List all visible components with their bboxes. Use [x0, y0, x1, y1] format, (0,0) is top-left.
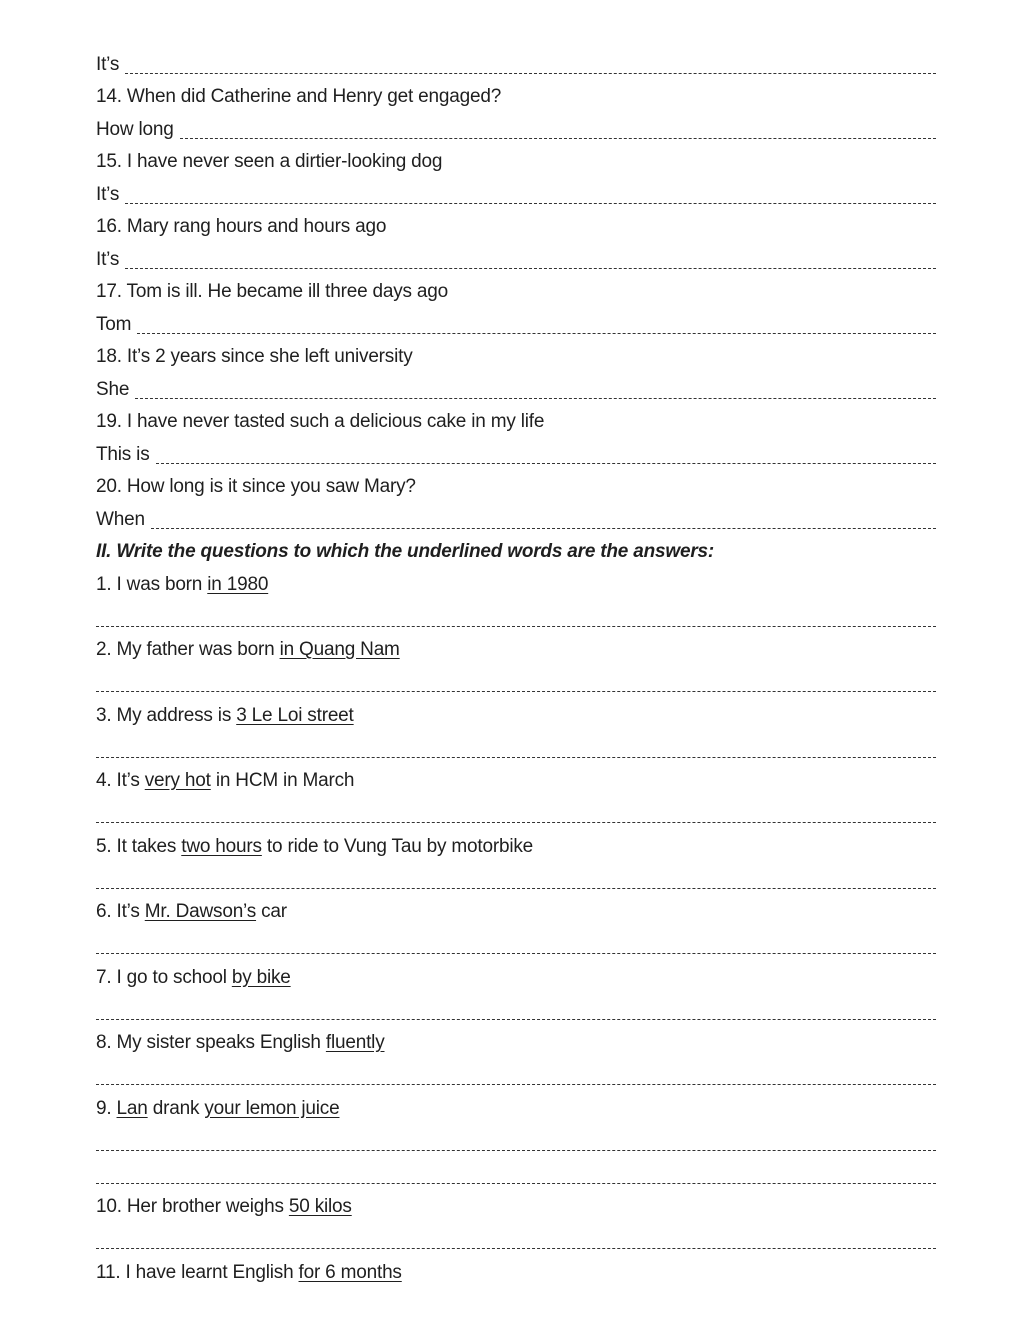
blank-answer-line — [96, 1221, 936, 1254]
answer-line — [96, 46, 936, 79]
question-line — [96, 274, 936, 307]
question-fragment: to ride to Vung Tau by motorbike — [261, 835, 534, 857]
answer-blank[interactable] — [96, 1149, 936, 1151]
blank-answer-line — [96, 861, 936, 894]
question-text — [96, 574, 268, 599]
blank-answer-line — [96, 664, 936, 697]
question-text — [96, 281, 448, 306]
answer-blank[interactable] — [96, 690, 936, 692]
answer-blank[interactable] — [96, 1182, 936, 1184]
part2-heading — [96, 534, 936, 567]
question-text — [96, 1032, 385, 1057]
underlined-answer: Mr. Dawson’s — [144, 901, 257, 922]
answer-blank[interactable] — [96, 1083, 936, 1085]
question-fragment: 6. It’s — [96, 901, 145, 922]
question-line — [96, 469, 936, 502]
answer-line — [96, 501, 936, 534]
question-line — [96, 144, 936, 177]
question-fragment: 19. I have never tasted such a delicious cake in my life — [96, 411, 545, 432]
underlined-answer: fluently — [325, 1032, 385, 1053]
question-line — [96, 79, 936, 112]
answer-prefix: She — [96, 378, 130, 400]
answer-line — [96, 371, 936, 404]
question-text — [96, 1262, 402, 1287]
answer-blank[interactable] — [125, 72, 936, 74]
part2-exercises — [96, 566, 936, 1287]
question-fragment: 20. How long is it since you saw Mary? — [96, 476, 416, 497]
question-text — [96, 346, 413, 371]
answer-blank[interactable] — [96, 1247, 936, 1249]
answer-line — [96, 111, 936, 144]
question-fragment: drank — [147, 1097, 205, 1119]
part1-exercises — [96, 46, 936, 534]
question-line — [96, 894, 936, 927]
question-fragment: 7. I go to school — [96, 966, 232, 988]
answer-blank[interactable] — [96, 821, 936, 823]
question-fragment: 5. It takes — [96, 835, 182, 857]
question-fragment: in HCM in March — [210, 770, 355, 791]
answer-blank[interactable] — [125, 267, 936, 269]
blank-answer-line — [96, 1156, 936, 1189]
answer-blank[interactable] — [151, 527, 936, 529]
question-line — [96, 566, 936, 599]
answer-blank[interactable] — [125, 202, 936, 204]
question-fragment: 1. I was born — [96, 573, 208, 595]
question-fragment: 9. — [96, 1097, 117, 1119]
answer-blank[interactable] — [137, 332, 936, 334]
answer-prefix: It’s — [96, 53, 120, 75]
question-fragment: 16. Mary rang hours and hours ago — [96, 216, 387, 237]
question-text — [96, 216, 386, 241]
answer-blank[interactable] — [96, 887, 936, 889]
question-line — [96, 1254, 936, 1287]
question-text — [96, 639, 400, 664]
question-line — [96, 697, 936, 730]
question-line — [96, 404, 936, 437]
question-line — [96, 209, 936, 242]
underlined-answer: by bike — [231, 966, 291, 988]
question-fragment: 11. I have learnt English — [96, 1261, 299, 1283]
answer-line — [96, 176, 936, 209]
question-fragment: 14. When did Catherine and Henry get engaged? — [96, 86, 502, 107]
answer-line — [96, 306, 936, 339]
underlined-answer: in 1980 — [207, 573, 269, 595]
answer-blank[interactable] — [96, 952, 936, 954]
blank-answer-line — [96, 926, 936, 959]
question-fragment: 18. It’s 2 years since she left university — [96, 346, 413, 367]
answer-blank[interactable] — [96, 1018, 936, 1020]
question-text — [96, 770, 354, 795]
underlined-answer: 3 Le Loi street — [236, 704, 354, 726]
question-text — [96, 836, 533, 861]
question-line — [96, 632, 936, 665]
underlined-answer: your lemon juice — [204, 1097, 340, 1119]
question-line — [96, 828, 936, 861]
question-fragment: 8. My sister speaks English — [96, 1032, 326, 1053]
answer-blank[interactable] — [180, 137, 936, 139]
blank-answer-line — [96, 992, 936, 1025]
answer-blank[interactable] — [135, 397, 936, 399]
blank-answer-line — [96, 1123, 936, 1156]
question-text — [96, 86, 501, 111]
answer-prefix: When — [96, 508, 145, 530]
question-line — [96, 339, 936, 372]
underlined-answer: 50 kilos — [288, 1196, 352, 1217]
answer-blank[interactable] — [156, 462, 937, 464]
question-text — [96, 476, 416, 501]
question-fragment: 3. My address is — [96, 704, 237, 726]
answer-blank[interactable] — [96, 756, 936, 758]
blank-answer-line — [96, 730, 936, 763]
question-fragment: 2. My father was born — [96, 639, 280, 660]
answer-prefix: How long — [96, 118, 174, 140]
question-fragment: 17. Tom is ill. He became ill three days ago — [96, 281, 449, 302]
question-line — [96, 1025, 936, 1058]
question-text — [96, 901, 287, 926]
question-fragment: car — [256, 901, 287, 922]
question-text — [96, 705, 354, 730]
underlined-answer: two hours — [181, 835, 262, 857]
question-fragment: 4. It’s — [96, 770, 145, 791]
answer-blank[interactable] — [96, 625, 936, 627]
question-line — [96, 959, 936, 992]
answer-line — [96, 241, 936, 274]
question-text — [96, 1098, 339, 1123]
worksheet-page — [96, 46, 936, 1287]
answer-line — [96, 436, 936, 469]
underlined-answer: very hot — [144, 770, 211, 791]
blank-answer-line — [96, 599, 936, 632]
answer-prefix: It’s — [96, 183, 120, 205]
question-fragment: 15. I have never seen a dirtier-looking dog — [96, 151, 443, 172]
question-line — [96, 1189, 936, 1222]
blank-answer-line — [96, 795, 936, 828]
blank-answer-line — [96, 1057, 936, 1090]
question-line — [96, 763, 936, 796]
question-text — [96, 151, 442, 176]
question-text — [96, 967, 291, 992]
question-text — [96, 411, 544, 436]
underlined-answer: in Quang Nam — [279, 639, 400, 660]
question-fragment: 10. Her brother weighs — [96, 1196, 289, 1217]
underlined-answer: Lan — [116, 1097, 148, 1119]
underlined-answer: for 6 months — [298, 1261, 402, 1283]
question-line — [96, 1090, 936, 1123]
answer-prefix: This is — [96, 443, 150, 465]
answer-prefix: It’s — [96, 248, 120, 270]
part2-heading-text: II. Write the questions to which the underlined words are the answers: — [96, 541, 715, 562]
question-text — [96, 1196, 352, 1221]
answer-prefix: Tom — [96, 313, 132, 335]
